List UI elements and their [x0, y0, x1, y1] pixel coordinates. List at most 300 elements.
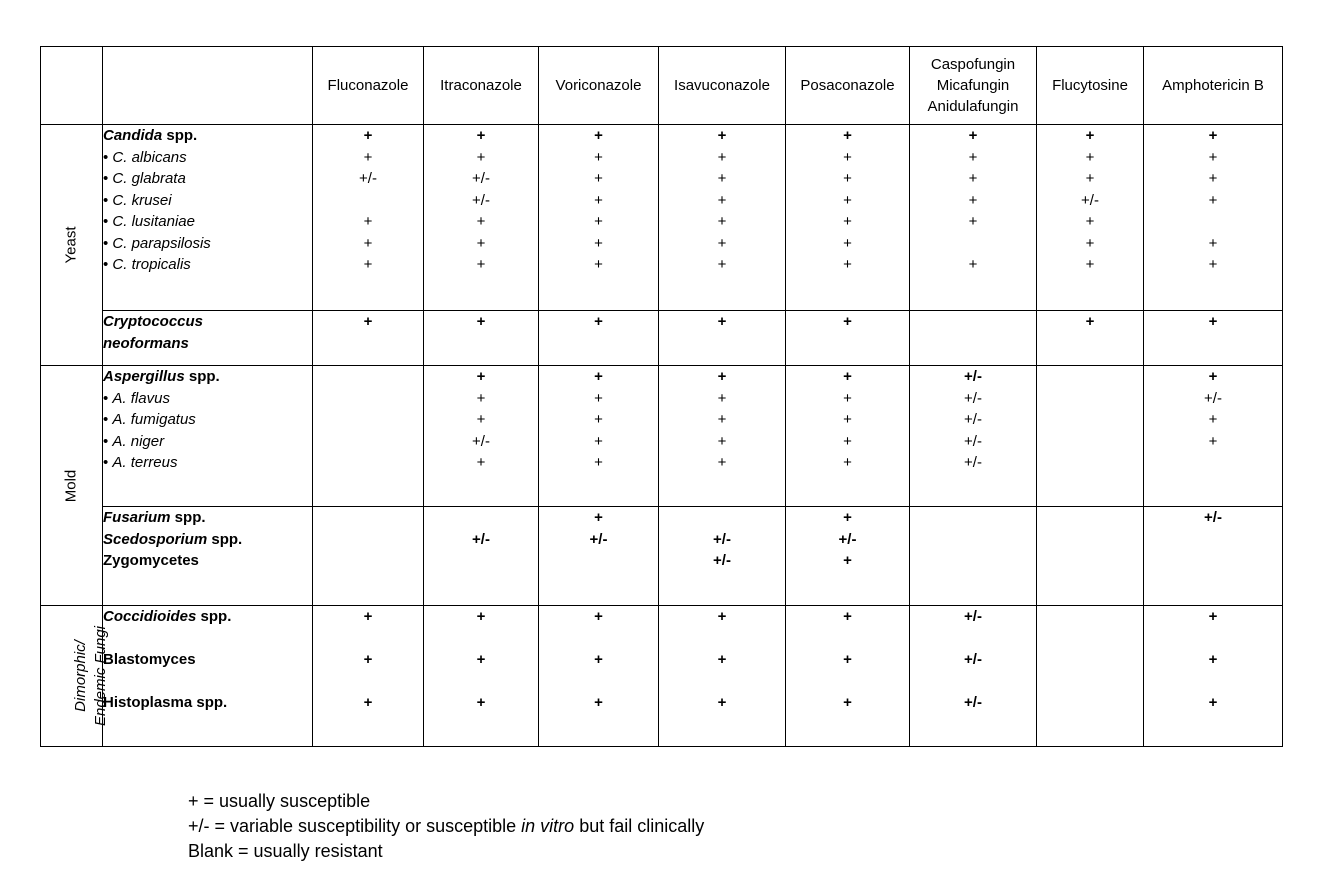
susceptibility-value: + [1208, 234, 1218, 252]
susceptibility-value: + [476, 608, 486, 625]
column-header-label: Flucytosine [1052, 77, 1128, 94]
organism-species: A. terreus [112, 454, 178, 471]
organism-name [103, 628, 312, 650]
susceptibility-value: + [363, 313, 373, 330]
column-header [910, 47, 1037, 125]
organism-genus: Scedosporium [103, 530, 208, 548]
susceptibility-value: + [968, 170, 978, 187]
organism-name [103, 388, 312, 410]
susceptibility-value: + [843, 256, 852, 273]
bullet-icon: • [103, 234, 113, 252]
group-label [71, 626, 111, 726]
organism-name [103, 692, 312, 714]
organism-name [103, 606, 312, 628]
susceptibility-value: + [717, 608, 727, 625]
susceptibility-value: +/- [359, 170, 377, 187]
organism-name [103, 431, 312, 453]
susceptibility-value: + [1085, 234, 1095, 252]
susceptibility-value [1037, 507, 1143, 529]
susceptibility-value: + [594, 694, 603, 711]
organism-name [103, 507, 312, 529]
susceptibility-value: +/- [1204, 389, 1222, 407]
susceptibility-value: + [594, 411, 603, 428]
susceptibility-value: + [717, 368, 727, 385]
value-cell [539, 606, 659, 747]
value-cell [539, 507, 659, 606]
organism-suffix: spp. [162, 127, 198, 144]
susceptibility-value: + [843, 651, 852, 668]
susceptibility-value: +/- [713, 552, 731, 569]
susceptibility-value: + [363, 694, 373, 711]
bullet-icon: • [103, 454, 113, 471]
value-cell [659, 311, 786, 366]
susceptibility-value: + [1208, 313, 1218, 330]
susceptibility-value: + [1208, 651, 1218, 668]
susceptibility-value: +/- [838, 530, 857, 548]
column-header-label: Fluconazole [327, 77, 409, 94]
organism-name [103, 211, 312, 233]
susceptibility-value: + [594, 234, 603, 252]
susceptibility-value: + [476, 148, 486, 166]
susceptibility-value: + [476, 368, 486, 385]
susceptibility-value: + [843, 148, 852, 166]
susceptibility-value: + [363, 213, 373, 230]
susceptibility-value: + [594, 608, 603, 625]
group-label-cell [41, 366, 103, 606]
susceptibility-value: + [363, 234, 373, 252]
susceptibility-value [910, 671, 1036, 693]
susceptibility-value [1037, 366, 1143, 388]
value-cell [1144, 311, 1283, 366]
susceptibility-value: + [843, 509, 852, 526]
organism-label: Cryptococcus [103, 313, 204, 330]
organism-species: A. flavus [112, 389, 170, 407]
susceptibility-value: + [968, 191, 978, 209]
value-cell [1037, 507, 1144, 606]
susceptibility-value: +/- [964, 608, 982, 625]
value-cell [659, 366, 786, 507]
organism-name [103, 125, 312, 147]
susceptibility-value: + [843, 694, 852, 711]
susceptibility-value: +/- [964, 651, 982, 668]
value-cell [786, 311, 910, 366]
susceptibility-value: + [717, 191, 727, 209]
susceptibility-value: + [476, 411, 486, 428]
susceptibility-value: + [717, 411, 727, 428]
column-header-label: Voriconazole [555, 77, 642, 94]
organism-suffix: spp. [196, 608, 232, 625]
bullet-icon: • [103, 170, 113, 187]
legend-variable-text: +/- = variable susceptibility or susceptible [188, 816, 522, 836]
susceptibility-value: + [1085, 213, 1095, 230]
value-cell [1144, 366, 1283, 507]
corner-cell [41, 47, 103, 125]
susceptibility-value [424, 671, 538, 693]
group-label-line: Yeast [62, 226, 80, 264]
organism-species: A. niger [112, 432, 165, 450]
susceptibility-value: + [717, 694, 727, 711]
column-header [1144, 47, 1283, 125]
organism-species: C. tropicalis [112, 256, 191, 273]
susceptibility-value [659, 507, 785, 529]
susceptibility-value [1037, 452, 1143, 474]
susceptibility-value: + [717, 432, 727, 450]
susceptibility-value: + [717, 454, 727, 471]
organism-header-cell [103, 47, 313, 125]
table-row [41, 606, 1283, 747]
susceptibility-value: + [968, 213, 978, 230]
organism-name [103, 529, 312, 551]
legend-in-vitro: in vitro [521, 816, 575, 836]
susceptibility-value: + [843, 313, 852, 330]
susceptibility-value: + [594, 432, 603, 450]
susceptibility-value [1037, 529, 1143, 551]
group-label-cell [41, 606, 110, 747]
organism-species: C. krusei [112, 191, 172, 209]
susceptibility-value: + [1208, 256, 1218, 273]
column-header [313, 47, 424, 125]
table-row [41, 311, 1283, 366]
organism-label: Histoplasma spp. [103, 694, 228, 711]
susceptibility-value [659, 628, 785, 650]
bullet-icon: • [103, 148, 113, 166]
susceptibility-value: + [843, 432, 852, 450]
group-label-line: Mold [62, 469, 80, 502]
susceptibility-value [1037, 333, 1143, 355]
susceptibility-value: + [717, 170, 727, 187]
susceptibility-value: +/- [964, 454, 982, 471]
organism-name [103, 366, 312, 388]
value-cell [313, 125, 424, 311]
susceptibility-value [424, 628, 538, 650]
column-header [424, 47, 539, 125]
organism-cell [103, 311, 313, 366]
susceptibility-value: + [968, 127, 978, 144]
susceptibility-value: + [1208, 170, 1218, 187]
susceptibility-value: + [476, 127, 486, 144]
susceptibility-value: + [1208, 694, 1218, 711]
susceptibility-value: + [843, 552, 852, 569]
susceptibility-value: + [1208, 432, 1218, 450]
susceptibility-value: + [968, 148, 978, 166]
value-cell [910, 366, 1037, 507]
legend-variable-tail: but fail clinically [574, 816, 705, 836]
legend-variable [188, 814, 704, 839]
organism-suffix: spp. [170, 509, 206, 526]
value-cell [1037, 311, 1144, 366]
susceptibility-value [539, 628, 658, 650]
group-label [61, 227, 81, 264]
value-cell [786, 606, 910, 747]
value-cell [1037, 125, 1144, 311]
susceptibility-value: + [476, 234, 486, 252]
organism-name [103, 233, 312, 255]
column-header [786, 47, 910, 125]
susceptibility-value [786, 333, 909, 355]
susceptibility-value: + [476, 694, 486, 711]
table-row [41, 125, 1283, 311]
susceptibility-value: + [363, 256, 373, 273]
susceptibility-value [786, 628, 909, 650]
susceptibility-value [313, 452, 423, 474]
susceptibility-value [1037, 409, 1143, 431]
susceptibility-value: + [717, 651, 727, 668]
susceptibility-value [1037, 431, 1143, 453]
susceptibility-value [313, 507, 423, 529]
susceptibility-value [539, 550, 658, 572]
organism-species: C. parapsilosis [112, 234, 211, 252]
susceptibility-value: + [1085, 170, 1095, 187]
value-cell [1037, 366, 1144, 507]
value-cell [313, 366, 424, 507]
susceptibility-value [313, 190, 423, 212]
susceptibility-value: + [843, 213, 852, 230]
susceptibility-value [313, 431, 423, 453]
value-cell [786, 366, 910, 507]
legend-resistant: Blank = usually resistant [188, 841, 383, 861]
organism-species: C. glabrata [112, 170, 186, 187]
organism-genus: Candida [103, 127, 163, 144]
susceptibility-value: + [717, 127, 727, 144]
susceptibility-value: + [1208, 191, 1218, 209]
susceptibility-value: + [1208, 411, 1218, 428]
susceptibility-value: + [717, 148, 727, 166]
susceptibility-value: + [843, 411, 852, 428]
susceptibility-value: + [717, 256, 727, 273]
susceptibility-value [1037, 388, 1143, 410]
susceptibility-value: + [594, 454, 603, 471]
organism-name [103, 254, 312, 276]
organism-name [103, 671, 312, 693]
organism-genus: Aspergillus [103, 368, 185, 385]
susceptibility-value [1037, 692, 1143, 714]
value-cell [910, 606, 1037, 747]
bullet-icon: • [103, 191, 113, 209]
table-row [41, 507, 1283, 606]
organism-label: Blastomyces [103, 651, 196, 668]
value-cell [659, 507, 786, 606]
value-cell [910, 125, 1037, 311]
susceptibility-value: +/- [713, 530, 731, 548]
susceptibility-value: + [594, 127, 603, 144]
bullet-icon: • [103, 256, 113, 273]
susceptibility-value [910, 550, 1036, 572]
susceptibility-value: + [594, 368, 603, 385]
susceptibility-value [1037, 671, 1143, 693]
table-row [41, 366, 1283, 507]
susceptibility-table [40, 46, 1283, 747]
organism-suffix: spp. [184, 368, 220, 385]
susceptibility-value: + [363, 127, 373, 144]
organism-name [103, 550, 312, 572]
susceptibility-value [910, 628, 1036, 650]
organism-genus: Fusarium [103, 509, 171, 526]
susceptibility-value: + [1208, 608, 1218, 625]
organism-name [103, 147, 312, 169]
susceptibility-value [313, 529, 423, 551]
susceptibility-value: + [363, 608, 373, 625]
susceptibility-value [313, 388, 423, 410]
organism-name [103, 409, 312, 431]
susceptibility-value [910, 311, 1036, 333]
susceptibility-value [1144, 333, 1282, 355]
value-cell [539, 366, 659, 507]
susceptibility-value [313, 550, 423, 572]
value-cell [313, 507, 424, 606]
value-cell [1144, 507, 1283, 606]
susceptibility-value: +/- [964, 411, 982, 428]
susceptibility-value: +/- [472, 191, 490, 209]
susceptibility-value: + [717, 213, 727, 230]
susceptibility-value: + [717, 313, 727, 330]
susceptibility-value: +/- [964, 368, 982, 385]
organism-cell [103, 366, 313, 507]
susceptibility-value: + [363, 651, 373, 668]
susceptibility-value [313, 333, 423, 355]
susceptibility-value [659, 333, 785, 355]
organism-species: C. albicans [112, 148, 187, 166]
susceptibility-value [539, 333, 658, 355]
column-header-label: Isavuconazole [674, 77, 770, 94]
column-header-label: Anidulafungin [927, 98, 1019, 115]
organism-genus: Coccidioides [103, 608, 197, 625]
value-cell [313, 606, 424, 747]
susceptibility-value [424, 507, 538, 529]
column-header-label: Micafungin [936, 77, 1010, 94]
susceptibility-value [313, 366, 423, 388]
value-cell [659, 606, 786, 747]
susceptibility-value: + [1208, 127, 1218, 144]
group-label-line: Dimorphic/ [72, 640, 90, 712]
susceptibility-value: + [1085, 127, 1095, 144]
susceptibility-value [1144, 529, 1282, 551]
column-header [539, 47, 659, 125]
column-header [659, 47, 786, 125]
susceptibility-value [313, 628, 423, 650]
susceptibility-value [910, 333, 1036, 355]
column-header [1037, 47, 1144, 125]
organism-cell [103, 125, 313, 311]
susceptibility-value: + [1085, 148, 1095, 166]
susceptibility-value [786, 671, 909, 693]
susceptibility-value: +/- [1081, 191, 1099, 209]
value-cell [539, 311, 659, 366]
susceptibility-value [1144, 628, 1282, 650]
susceptibility-value [539, 671, 658, 693]
susceptibility-value: + [594, 256, 603, 273]
susceptibility-value: + [843, 234, 852, 252]
value-cell [786, 125, 910, 311]
susceptibility-value: + [476, 454, 486, 471]
susceptibility-value: + [843, 368, 852, 385]
susceptibility-value: + [476, 389, 486, 407]
group-label [61, 469, 81, 502]
value-cell [1144, 606, 1283, 747]
susceptibility-value [1144, 211, 1282, 233]
organism-label: neoformans [103, 334, 189, 352]
susceptibility-value: +/- [472, 432, 490, 450]
group-label-cell [41, 125, 103, 366]
susceptibility-value [1037, 550, 1143, 572]
susceptibility-value [1037, 628, 1143, 650]
susceptibility-value [910, 529, 1036, 551]
susceptibility-value [659, 671, 785, 693]
bullet-icon: • [103, 213, 113, 230]
value-cell [659, 125, 786, 311]
column-header-label: Posaconazole [800, 77, 895, 94]
susceptibility-value [1144, 452, 1282, 474]
organism-name [103, 190, 312, 212]
susceptibility-value: + [1208, 148, 1218, 166]
susceptibility-value [1037, 606, 1143, 628]
column-header-label: Caspofungin [930, 56, 1016, 73]
susceptibility-value [424, 333, 538, 355]
organism-label: Zygomycetes [103, 552, 199, 569]
susceptibility-value [1037, 649, 1143, 671]
susceptibility-value: + [843, 454, 852, 471]
value-cell [424, 366, 539, 507]
column-header-label: Amphotericin B [1162, 77, 1264, 94]
susceptibility-value [313, 409, 423, 431]
susceptibility-value: + [843, 170, 852, 187]
susceptibility-value: +/- [964, 432, 982, 450]
organism-cell [103, 606, 313, 747]
susceptibility-value: + [476, 651, 486, 668]
susceptibility-value: +/- [589, 530, 608, 548]
susceptibility-value: + [1085, 313, 1095, 330]
susceptibility-value: + [843, 389, 852, 407]
susceptibility-value: +/- [964, 389, 982, 407]
susceptibility-value: +/- [472, 170, 490, 187]
susceptibility-value: + [476, 313, 486, 330]
susceptibility-value: + [476, 256, 486, 273]
value-cell [424, 125, 539, 311]
organism-suffix: spp. [207, 530, 243, 548]
value-cell [424, 606, 539, 747]
value-cell [424, 507, 539, 606]
susceptibility-value: + [843, 608, 852, 625]
value-cell [786, 507, 910, 606]
susceptibility-value [424, 550, 538, 572]
susceptibility-value [910, 507, 1036, 529]
value-cell [539, 125, 659, 311]
organism-species: C. lusitaniae [112, 213, 195, 230]
bullet-icon: • [103, 411, 113, 428]
organism-name [103, 311, 312, 333]
value-cell [424, 311, 539, 366]
susceptibility-value: + [363, 148, 373, 166]
legend [188, 789, 704, 864]
susceptibility-value: + [1208, 368, 1218, 385]
susceptibility-value [910, 233, 1036, 255]
organism-cell [103, 507, 313, 606]
susceptibility-value: +/- [964, 694, 982, 711]
legend-susceptible: + = usually susceptible [188, 791, 371, 811]
organism-name [103, 333, 312, 355]
susceptibility-value: + [968, 256, 978, 273]
susceptibility-value [313, 671, 423, 693]
susceptibility-value: + [1085, 256, 1095, 273]
value-cell [910, 311, 1037, 366]
susceptibility-value: + [594, 170, 603, 187]
susceptibility-value: + [594, 389, 603, 407]
susceptibility-value: + [717, 234, 727, 252]
susceptibility-value: + [594, 148, 603, 166]
bullet-icon: • [103, 389, 113, 407]
susceptibility-value: +/- [472, 530, 490, 548]
group-label-line: Endemic Fungi [92, 625, 110, 727]
susceptibility-value: +/- [1204, 509, 1222, 526]
